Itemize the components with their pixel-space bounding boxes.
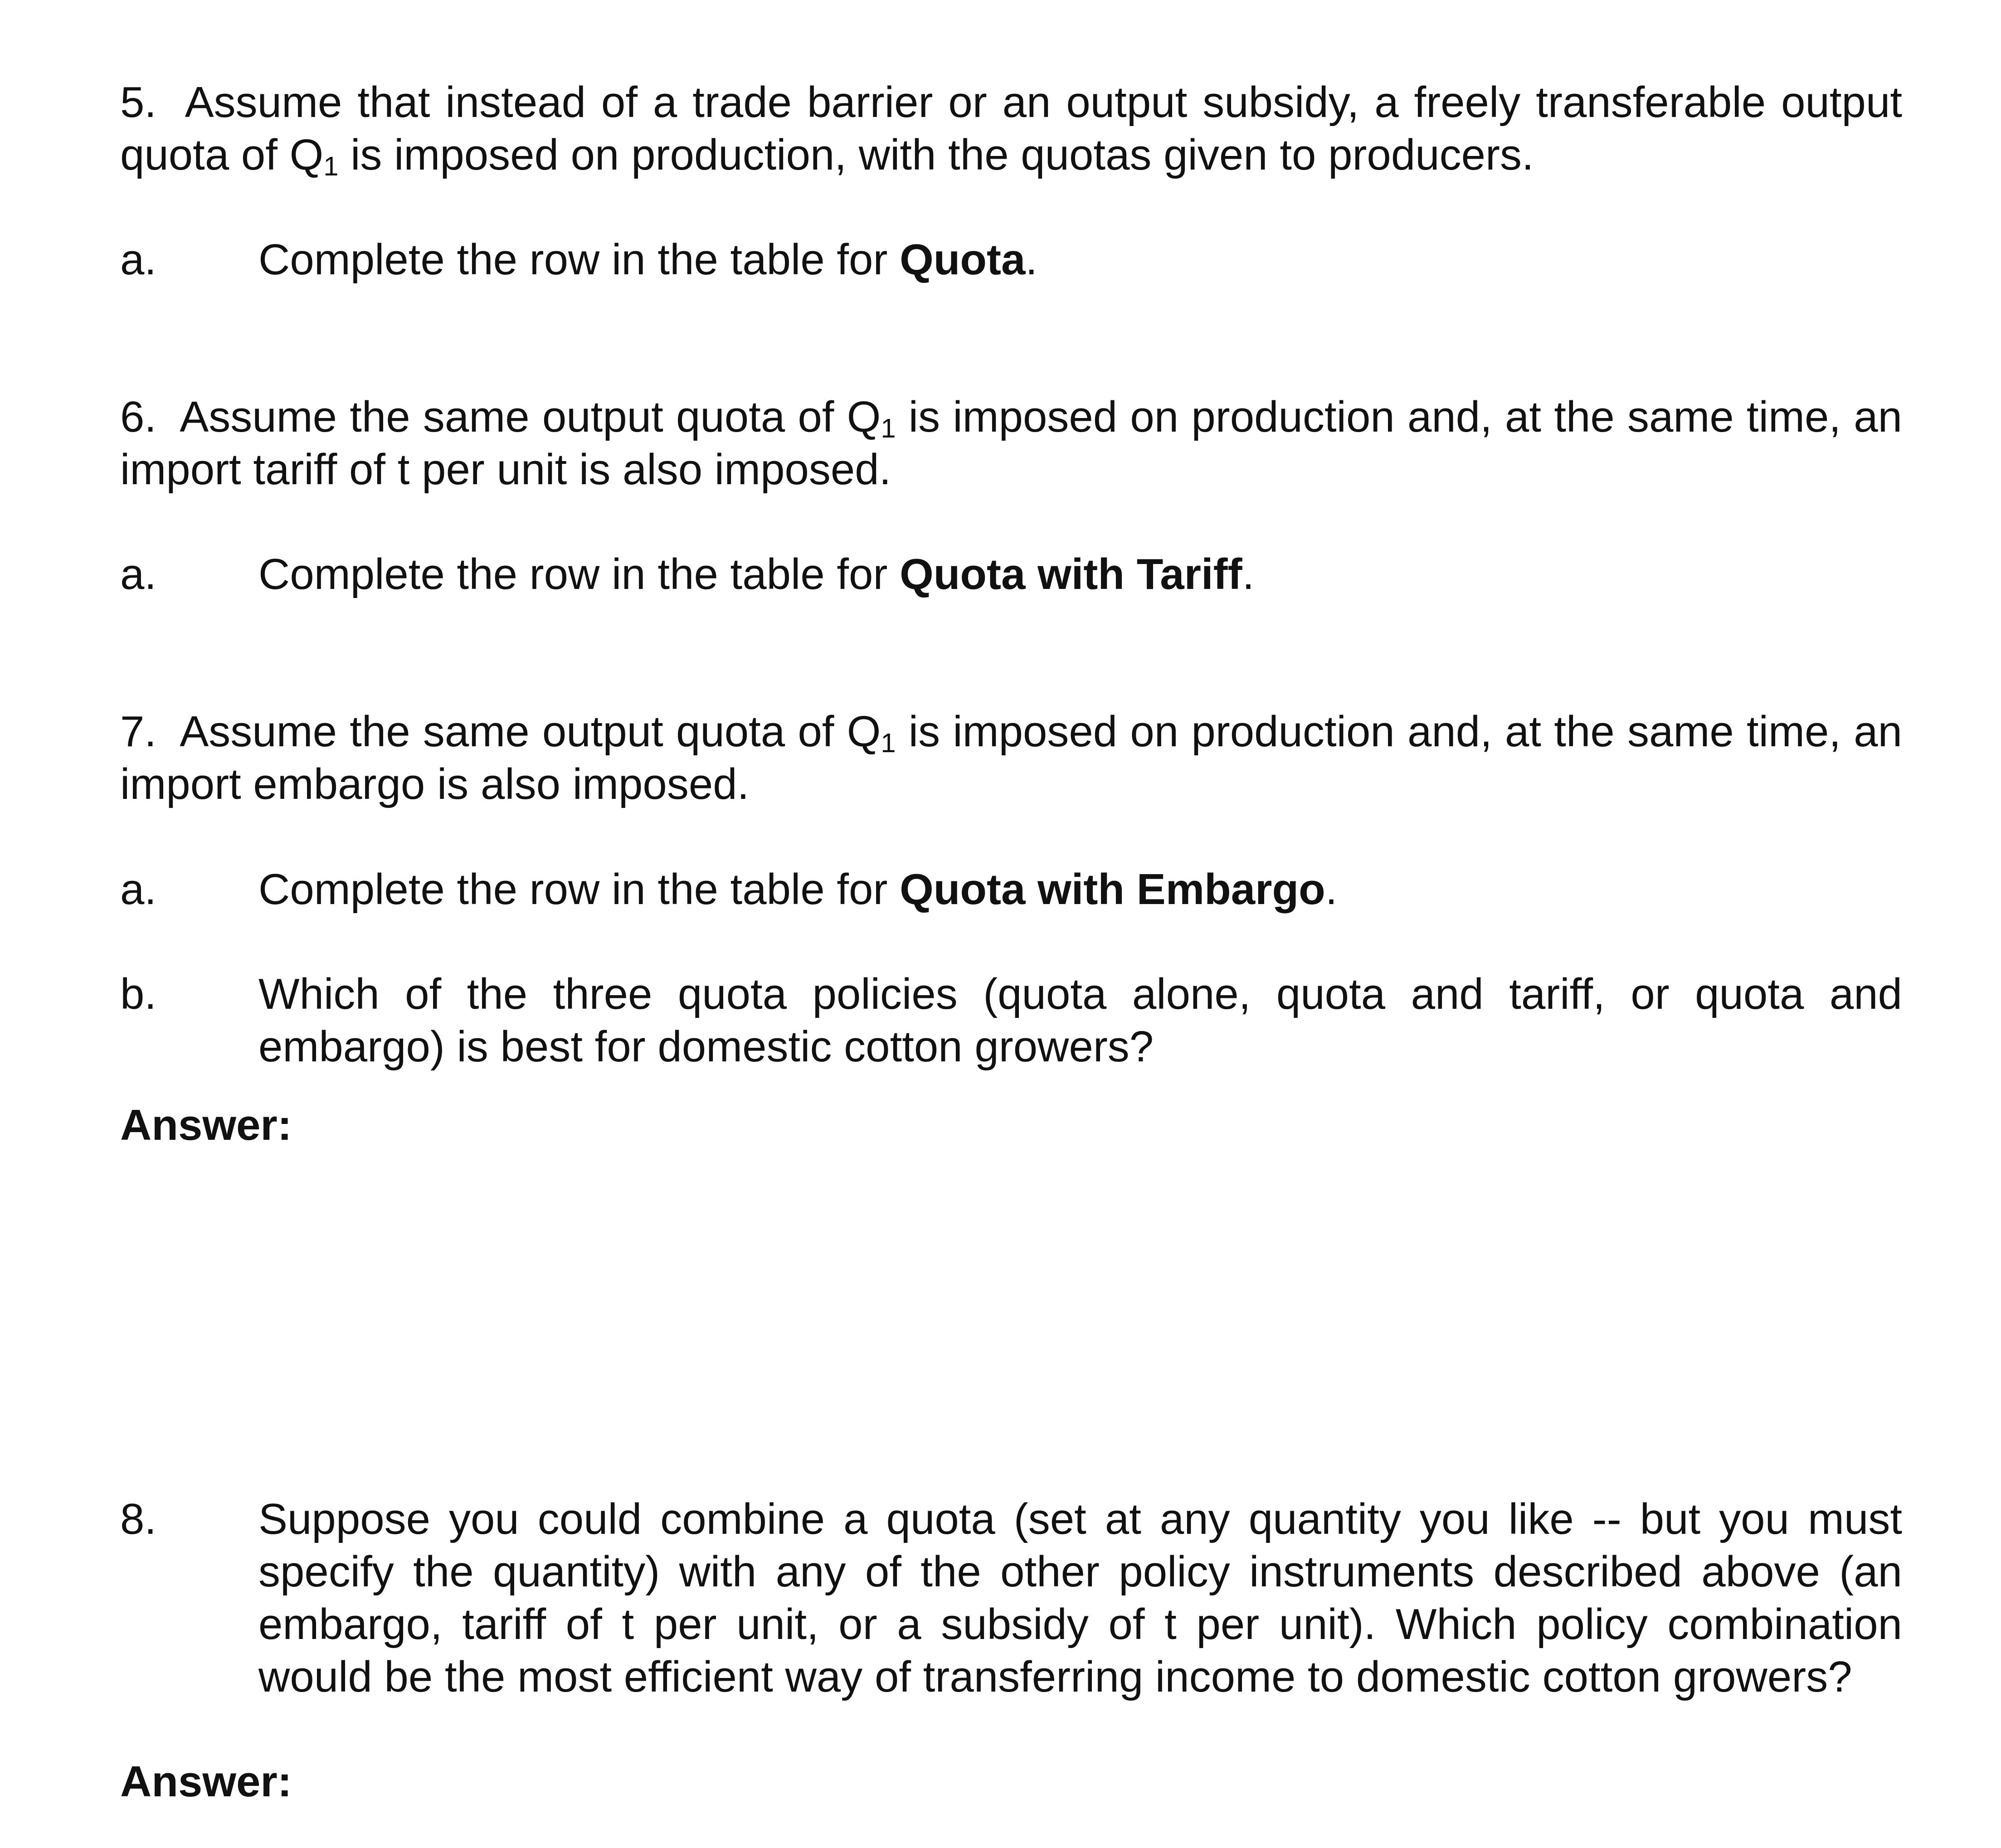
question-7-subscript: 1: [881, 728, 896, 759]
question-7-number: 7.: [120, 707, 157, 756]
question-5-text-after: is imposed on production, with the quotas given to producers.: [338, 131, 1534, 179]
question-7a-prefix: Complete the row in the table for: [258, 865, 900, 914]
question-5a-label: a.: [120, 235, 157, 284]
question-6: [120, 391, 1902, 496]
question-6a-label: a.: [120, 550, 157, 598]
question-7: [120, 705, 1902, 811]
question-7b-label: b.: [120, 970, 157, 1018]
question-6-text-before: Assume the same output quota of Q: [180, 393, 881, 441]
question-6-subscript: 1: [881, 413, 896, 444]
question-5a-prefix: Complete the row in the table for: [258, 235, 900, 284]
question-7b-text: Which of the three quota policies (quota alone, quota and tariff, or quota and embargo) is best for domestic cotton growers?: [258, 970, 1902, 1071]
question-6-text-after: is imposed on production and, at the same time, an import tariff of t per unit is also imposed.: [120, 393, 1903, 494]
question-6a-suffix: .: [1242, 550, 1255, 598]
question-6a-bold: Quota with Tariff: [900, 550, 1242, 598]
question-5: [120, 76, 1902, 181]
question-7a-text: [258, 863, 1902, 916]
question-5a-suffix: .: [1025, 235, 1038, 284]
question-5-number: 5.: [120, 78, 157, 126]
question-6a-text: [258, 548, 1902, 601]
question-7a-label: a.: [120, 865, 157, 914]
question-5-subscript: 1: [323, 151, 339, 182]
question-8-answer-label: Answer:: [120, 1757, 292, 1806]
question-5a-text: [258, 233, 1902, 286]
question-7-answer-label: Answer:: [120, 1101, 292, 1149]
question-7a-suffix: .: [1325, 865, 1338, 914]
question-6-number: 6.: [120, 393, 157, 441]
question-7-text-before: Assume the same output quota of Q: [180, 707, 881, 756]
question-5-text-before: Assume that instead of a trade barrier or an output subsidy, a freely transferable output quota of Q: [120, 78, 1902, 179]
question-7a-bold: Quota with Embargo: [900, 865, 1325, 914]
question-5a-bold: Quota: [900, 235, 1026, 284]
question-7-text-after: is imposed on production and, at the same time, an import embargo is also imposed.: [120, 707, 1903, 808]
question-8-number: 8.: [120, 1495, 157, 1543]
question-6a-prefix: Complete the row in the table for: [258, 550, 900, 598]
question-8-text: Suppose you could combine a quota (set at any quantity you like -- but you must specify the quantity) with any of the other policy instruments described above (an embargo, tariff of t per unit, or a subsidy of t per unit). Which policy combination would be the most efficient way of transferring income to domestic cotton growers?: [258, 1495, 1902, 1701]
